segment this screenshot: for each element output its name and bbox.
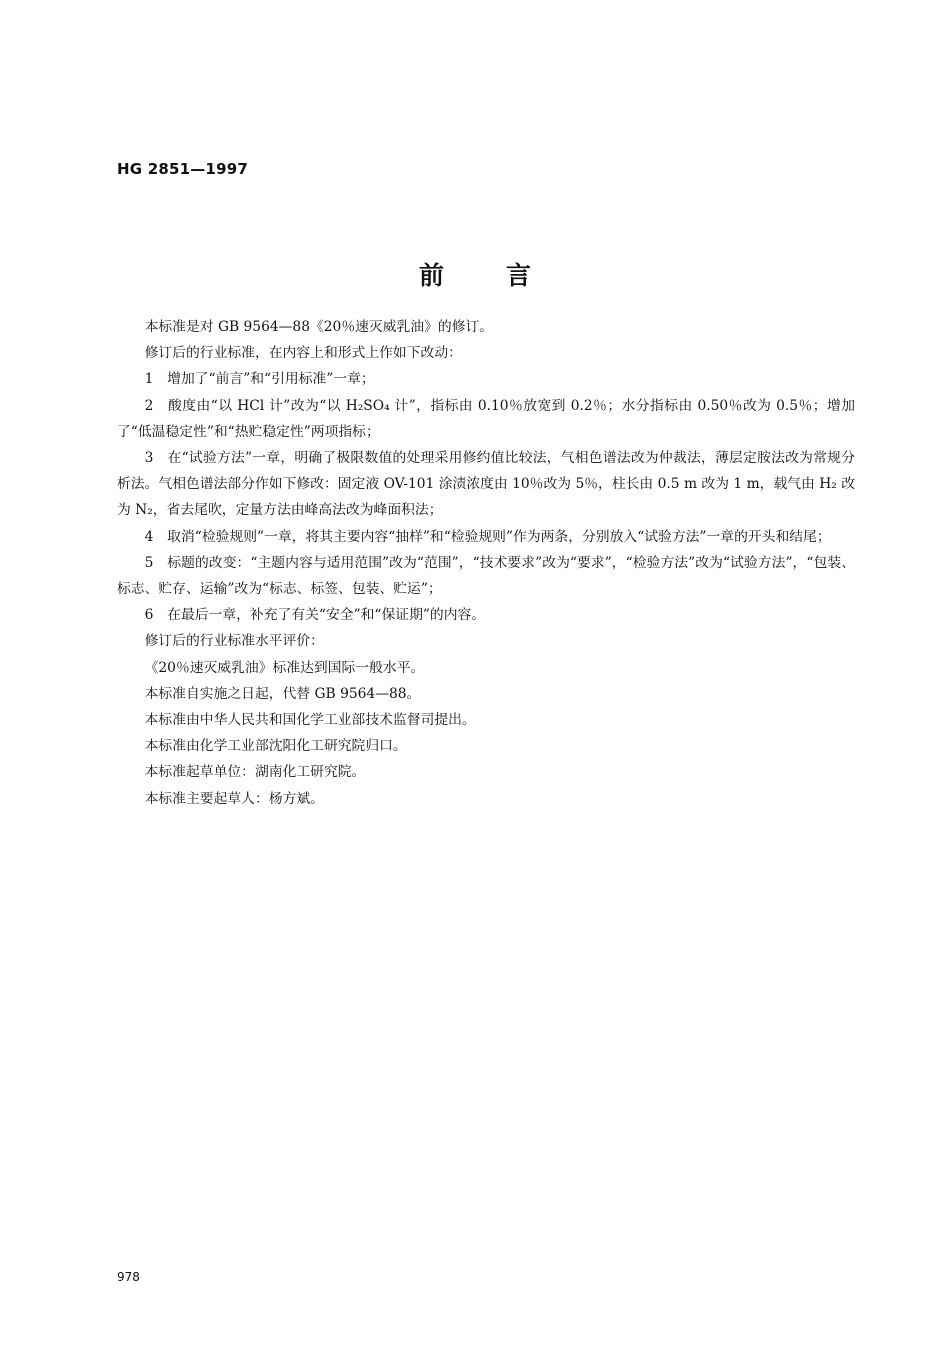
paragraph: 5 标题的改变：“主题内容与适用范围”改为“范围”，“技术要求”改为“要求”，“检验方法”改为“试验方法”，“包装、标志、贮存、运输”改为“标志、标签、包装、贮运”； [117, 554, 855, 598]
paragraph: 《20％速灭威乳油》标准达到国际一般水平。 [144, 659, 425, 676]
foreword-body [117, 314, 855, 812]
page-title: 前言 [418, 261, 593, 290]
paragraph: 1 增加了“前言”和“引用标准”一章； [144, 371, 375, 388]
paragraph: 修订后的行业标准水平评价： [144, 633, 324, 650]
paragraph: 本标准是对 GB 9564—88《20％速灭威乳油》的修订。 [144, 319, 494, 335]
paragraph: 4 取消“检验规则”一章，将其主要内容“抽样”和“检验规则”作为两条，分别放入“试验方法”一章的开头和结尾； [144, 528, 831, 545]
paragraph: 本标准起草单位：湖南化工研究院。 [144, 764, 366, 781]
paragraph: 3 在“试验方法”一章，明确了极限数值的处理采用修约值比较法，气相色谱法改为仲裁法，薄层定胺法改为常规分析法。气相色谱法部分作如下修改：固定液 OV-101 涂渍浓度由 10％改为 5％，柱长由 0.5 m 改为 1 m，载气由 H₂ 改为 N₂，省去尾吹，定量方法由峰高法改为峰面积法； [117, 450, 855, 519]
paragraph: 本标准由化学工业部沈阳化工研究院归口。 [144, 738, 407, 755]
paragraph: 2 酸度由“以 HCl 计”改为“以 H₂SO₄ 计”，指标由 0.10％放宽到 0.2％；水分指标由 0.50％改为 0.5％；增加了“低温稳定性”和“热贮稳定性”两项指标； [117, 397, 855, 440]
paragraph: 修订后的行业标准，在内容上和形式上作如下改动： [144, 345, 462, 362]
paragraph: 6 在最后一章，补充了有关“安全”和“保证期”的内容。 [144, 607, 486, 624]
paragraph: 本标准主要起草人：杨方斌。 [144, 790, 324, 807]
paragraph: 本标准由中华人民共和国化学工业部技术监督司提出。 [144, 712, 476, 729]
paragraph: 本标准自实施之日起，代替 GB 9564—88。 [144, 685, 421, 702]
page-number: 978 [117, 1270, 140, 1284]
standard-code: HG 2851—1997 [117, 160, 248, 178]
